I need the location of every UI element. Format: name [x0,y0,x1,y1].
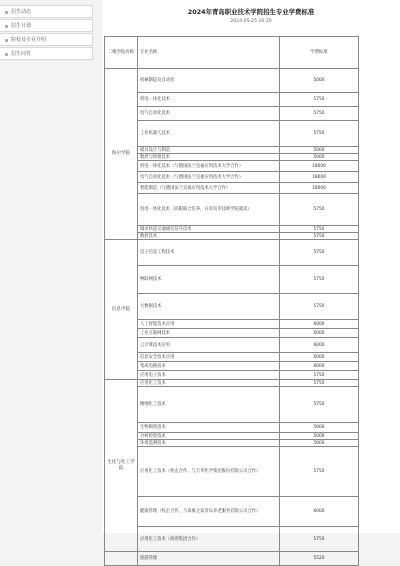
table-row [105,380,359,387]
table-row [105,194,359,226]
table-row [105,362,359,371]
header-college: 二级学院名称 [105,37,138,69]
table-row [105,338,359,353]
bullet-icon [5,25,8,28]
sidebar-item-admission-plan[interactable] [0,19,93,32]
major-cell: 大数据技术 [138,294,280,320]
major-cell: 电气自动化技术（与德国法兰克福应用技术大学合作） [138,172,280,183]
major-cell: 健康管理（校企合作，与泰康之家青岛养老服务有限公司合作） [138,497,280,527]
major-cell: 工业机器人技术 [138,121,280,147]
fee-cell: 6000 [280,353,359,362]
table-row [105,371,359,380]
sidebar [0,0,96,533]
table-row [105,353,359,362]
table-body [105,69,359,566]
table-row [105,527,359,552]
major-cell: 数控与焊接技术 [138,154,280,161]
fee-cell: 6000 [280,362,359,371]
table-row [105,107,359,121]
fee-cell: 18000 [280,161,359,172]
major-cell: 数控技术 [138,233,280,240]
major-cell: 模具设计与制造 [138,147,280,154]
major-cell: 工业互联网技术 [138,329,280,338]
header-fee: 学费标准 [280,37,359,69]
major-cell: 生物制药技术 [138,423,280,433]
college-cell: 海尔学院 [105,69,138,240]
fee-cell: 5000 [280,433,359,440]
table-row [105,233,359,240]
table-row [105,497,359,527]
table-row [105,329,359,338]
sidebar-item-label: 招生动态 [11,9,32,15]
sidebar-item-majors[interactable] [0,33,93,46]
fee-cell: 5750 [280,194,359,226]
major-cell: 电气自动化技术 [138,107,280,121]
table-row [105,552,359,566]
major-cell: 信息安全技术应用 [138,353,280,362]
sidebar-item-label: 院校及专业介绍 [11,37,47,43]
major-cell: 应用化工技术（校企合作，与万华化学集团股份有限公司合作） [138,447,280,497]
fee-cell: 6000 [280,338,359,353]
fee-cell: 5750 [280,447,359,497]
table-row [105,161,359,172]
fee-cell: 18000 [280,172,359,183]
college-cell: 信息学院 [105,240,138,380]
fee-cell: 5750 [280,294,359,320]
fee-cell: 5750 [280,226,359,233]
major-cell: 机械制造及自动化 [138,69,280,93]
major-cell: 机电一体化技术（与德国法兰克福应用技术大学合作） [138,161,280,172]
table-row [105,147,359,154]
college-cell: 生化与化工学院 [105,380,138,552]
bullet-icon [5,53,8,56]
fee-cell: 5750 [280,93,359,107]
bullet-icon [5,11,8,14]
table-row [105,440,359,447]
fee-cell: 5000 [280,440,359,447]
fee-cell: 6000 [280,329,359,338]
major-cell: 机电一体化技术 [138,93,280,107]
major-cell: 人工智能技术应用 [138,320,280,329]
fee-cell: 5000 [280,69,359,93]
college-cell [105,552,138,566]
major-cell: 旅游管理 [138,552,280,566]
tuition-table [104,36,359,566]
major-cell: 机电一体化技术（高职联合培养，在青岛市技师学院就读） [138,194,280,226]
major-cell: 环境监测技术 [138,440,280,447]
fee-cell: 5750 [280,240,359,266]
table-row [105,320,359,329]
fee-cell: 5000 [280,423,359,433]
major-cell: 物联网技术 [138,266,280,294]
major-cell: 分析检验技术 [138,433,280,440]
sidebar-item-faq[interactable] [0,47,93,60]
page-title: 2024年青岛职业技术学院招生专业学费标准 [187,8,315,16]
major-cell: 城市轨道交通通信信号技术 [138,226,280,233]
fee-cell: 5750 [280,266,359,294]
sidebar-item-admission-news[interactable] [0,5,93,18]
table-row [105,433,359,440]
table-row [105,240,359,266]
table-row [105,294,359,320]
fee-cell: 5750 [280,233,359,240]
fee-cell: 6000 [280,497,359,527]
table-row [105,183,359,194]
fee-cell: 5750 [280,121,359,147]
fee-cell: 5000 [280,154,359,161]
major-cell: 集成电路技术 [138,362,280,371]
fee-cell: 5750 [280,371,359,380]
fee-cell: 18000 [280,183,359,194]
major-cell: 应用化工技术 [138,380,280,387]
major-cell: 智能制造（与德国法兰克福应用技术大学合作） [138,183,280,194]
table-row [105,447,359,497]
major-cell: 电子信息工程技术 [138,240,280,266]
table-row [105,69,359,93]
fee-cell: 6000 [280,320,359,329]
table-row [105,266,359,294]
sidebar-item-label: 招生问答 [11,51,32,57]
major-cell: 应用电子技术 [138,371,280,380]
fee-cell: 5000 [280,147,359,154]
major-cell: 精细化工技术 [138,387,280,423]
fee-cell: 5750 [280,380,359,387]
table-row [105,226,359,233]
major-cell: 云计算技术应用 [138,338,280,353]
article-content [102,0,400,561]
bullet-icon [5,39,8,42]
table-row [105,154,359,161]
header-major: 专业名称 [138,37,280,69]
table-header-row [105,37,359,69]
table-row [105,172,359,183]
fee-cell: 5750 [280,387,359,423]
table-row [105,387,359,423]
table-row [105,121,359,147]
sidebar-item-label: 招生计划 [11,23,32,29]
table-row [105,423,359,433]
major-cell: 应用化工技术（海湾集团合作） [138,527,280,552]
table-row [105,93,359,107]
fee-cell: 5750 [280,527,359,552]
fee-cell: 5520 [280,552,359,566]
publish-date: 2024-05-25 16:20 [230,19,272,24]
fee-cell: 5750 [280,107,359,121]
